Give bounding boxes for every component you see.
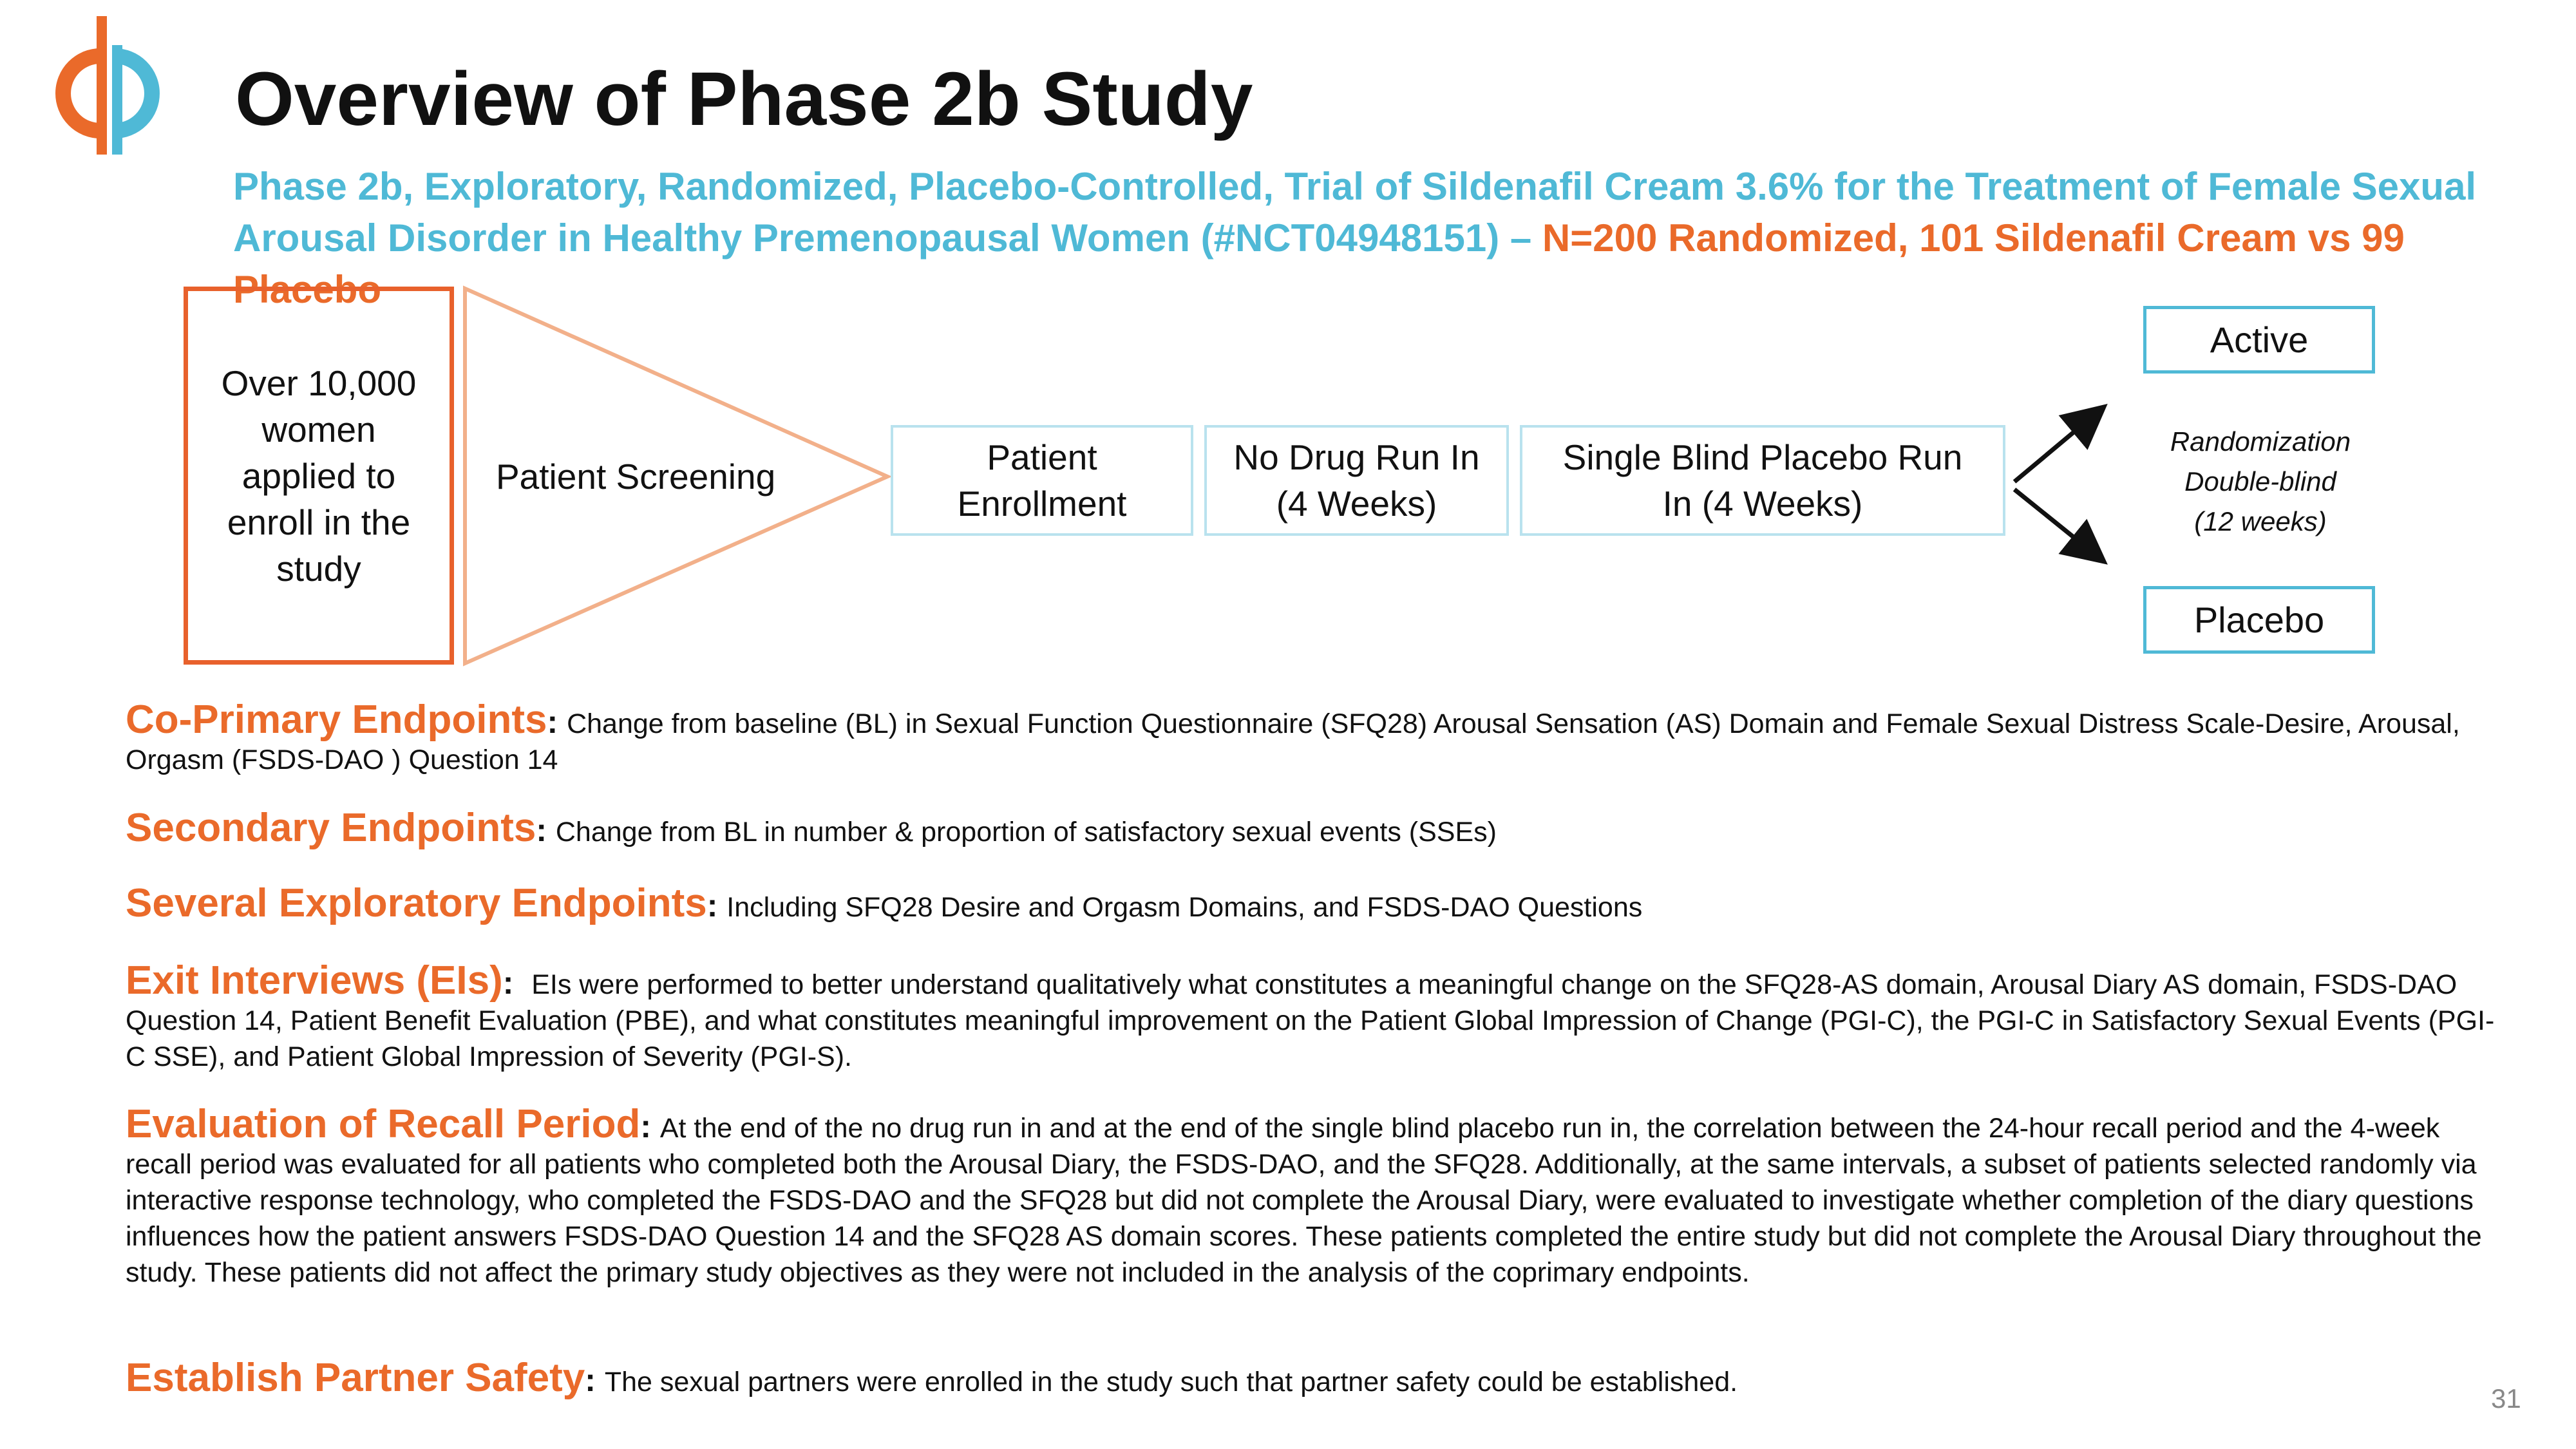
- endpoint-heading: Co-Primary Endpoints: [126, 697, 547, 742]
- placebo-run-in-box: [1520, 425, 2005, 536]
- arrow-to-active: [2014, 410, 2101, 482]
- enrollment-box: [891, 425, 1193, 536]
- double-blind-line: Double-blind: [2184, 466, 2336, 497]
- subtitle-randomization-count: N=200 Randomized, 101 Sildenafil Cream vs 99 Placebo: [233, 216, 2405, 311]
- no-drug-run-in-box: [1204, 425, 1509, 536]
- endpoint-heading: Evaluation of Recall Period: [126, 1102, 641, 1146]
- subtitle-main: Phase 2b, Exploratory, Randomized, Placebo-Controlled, Trial of Sildenafil Cream 3.6% for the Treatment of Female Sexual Arousal Disorder in Healthy Premenopausal Women (#NCT04948151) –: [233, 165, 2477, 260]
- randomization-label: [2125, 422, 2396, 542]
- endpoint-exit-interviews: Exit Interviews (EIs): EIs were performed to better understand qualitatively what constitutes a meaningful change on the SFQ28-AS domain, Arousal Diary AS domain, FSDS-DAO Question 14, Patient Benefit Evaluation (PBE), and what constitutes meaningful improvement on the Patient Global Impression of Change (PGI-C), the PGI-C in Satisfactory Sexual Events (PGI-C SSE), and Patient Global Impression of Severity (PGI-S).: [126, 958, 2495, 1072]
- placebo-run-in-text: Single Blind Placebo Run In (4 Weeks): [1562, 437, 1963, 524]
- placebo-arm-box: Placebo: [2143, 586, 2375, 654]
- endpoint-heading: Secondary Endpoints: [126, 806, 536, 850]
- duration-line: (12 weeks): [2194, 506, 2327, 536]
- endpoint-text: At the end of the no drug run in and at the end of the single blind placebo run in, the correlation between the 24-hour recall period and the 4-week recall period was evaluated for all patients who completed both the Arousal Diary, the FSDS-DAO, and the SFQ28. Additionally, at the same intervals, a subset of patients selected randomly via interactive response technology, who completed the FSDS-DAO and the SFQ28 but did not complete the Arousal Diary, were evaluated to investigate whether completion of the diary questions influences how the patient answers FSDS-DAO Question 14 and the SFQ28 AS domain scores. These patients completed the entire study but did not complete the Arousal Diary throughout the study. These patients did not affect the primary study objectives as they were not included in the analysis of the coprimary endpoints.: [126, 1113, 2482, 1288]
- enrollment-text: Patient Enrollment: [957, 437, 1127, 524]
- endpoint-secondary: Secondary Endpoints: Change from BL in number & proportion of satisfactory sexual events (SSEs): [126, 806, 1497, 850]
- arrow-to-placebo: [2014, 489, 2101, 559]
- screening-label: Patient Screening: [496, 457, 776, 497]
- page-number: 31: [2491, 1383, 2521, 1414]
- endpoint-exploratory: Several Exploratory Endpoints: Including SFQ28 Desire and Orgasm Domains, and FSDS-DAO Questions: [126, 881, 1643, 925]
- endpoint-heading: Establish Partner Safety: [126, 1356, 585, 1400]
- endpoint-text: Including SFQ28 Desire and Orgasm Domains, and FSDS-DAO Questions: [726, 892, 1643, 923]
- endpoint-text: Change from baseline (BL) in Sexual Function Questionnaire (SFQ28) Arousal Sensation (AS) Domain and Female Sexual Distress Scale-Desire, Arousal, Orgasm (FSDS-DAO ) Question 14: [126, 708, 2460, 775]
- endpoint-text: Change from BL in number & proportion of satisfactory sexual events (SSEs): [555, 817, 1497, 848]
- endpoint-text: The sexual partners were enrolled in the study such that partner safety could be established.: [604, 1367, 1738, 1397]
- endpoint-partner-safety: Establish Partner Safety: The sexual partners were enrolled in the study such that partner safety could be established.: [126, 1356, 1738, 1400]
- randomization-line: Randomization: [2170, 426, 2351, 457]
- endpoint-heading: Several Exploratory Endpoints: [126, 881, 707, 925]
- endpoint-co-primary: Co-Primary Endpoints: Change from baseline (BL) in Sexual Function Questionnaire (SFQ28) Arousal Sensation (AS) Domain and Female Sexual Distress Scale-Desire, Arousal, Orgasm (FSDS-DAO ) Question 14: [126, 697, 2460, 775]
- no-drug-run-in-text: No Drug Run In (4 Weeks): [1233, 437, 1480, 524]
- applicants-box: [184, 287, 454, 665]
- applicants-text: Over 10,000 women applied to enroll in the study: [221, 363, 417, 589]
- endpoint-recall-period: Evaluation of Recall Period: At the end of the no drug run in and at the end of the single blind placebo run in, the correlation between the 24-hour recall period and the 4-week recall period was evaluated for all patients who completed both the Arousal Diary, the FSDS-DAO, and the SFQ28. Additionally, at the same intervals, a subset of patients selected randomly via interactive response technology, who completed the FSDS-DAO and the SFQ28 but did not complete the Arousal Diary, were evaluated to investigate whether completion of the diary questions influences how the patient answers FSDS-DAO Question 14 and the SFQ28 AS domain scores. These patients completed the entire study but did not complete the Arousal Diary throughout the study. These patients did not affect the primary study objectives as they were not included in the analysis of the coprimary endpoints.: [126, 1102, 2482, 1288]
- endpoint-text: EIs were performed to better understand qualitatively what constitutes a meaningful change on the SFQ28-AS domain, Arousal Diary AS domain, FSDS-DAO Question 14, Patient Benefit Evaluation (PBE), and what constitutes meaningful improvement on the Patient Global Impression of Change (PGI-C), the PGI-C in Satisfactory Sexual Events (PGI-C SSE), and Patient Global Impression of Severity (PGI-S).: [126, 969, 2495, 1072]
- endpoint-heading: Exit Interviews (EIs): [126, 958, 503, 1003]
- page-title: Overview of Phase 2b Study: [235, 57, 1253, 142]
- active-arm-box: Active: [2143, 306, 2375, 374]
